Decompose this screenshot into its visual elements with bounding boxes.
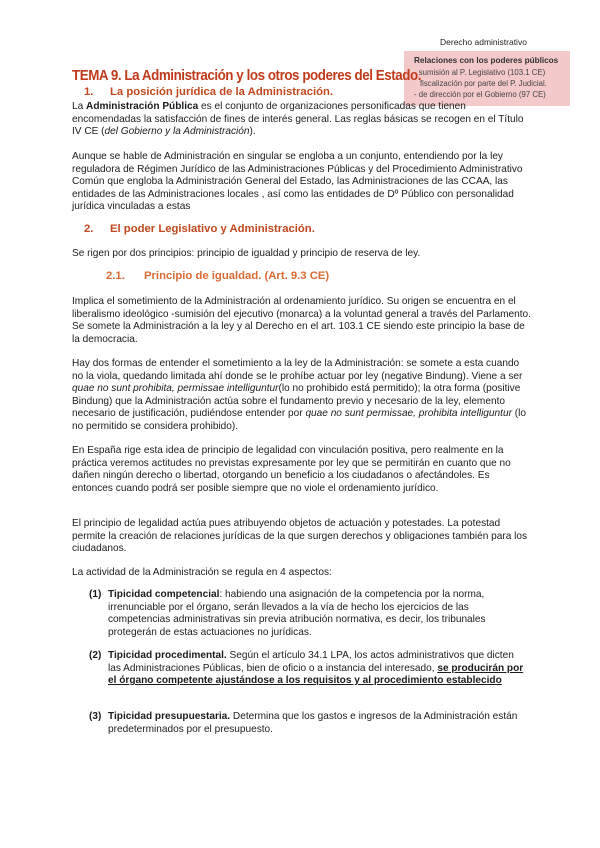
- list-item: (1) Tipicidad competencial: habiendo una asignación de la competencia por la norma, irrenunciable por el órgano, serán llevados a la vía de hecho los ejercicios de las competencias administrativas sin previa atribución normativa, es decir, los tribunales protegerán de estas actuaciones no jurídicas.: [89, 589, 486, 638]
- paragraph-spain: En España rige esta idea de principio de legalidad con vinculación positiva, pero realmente en la práctica veremos actitudes no previstas expresamente por ley que se permitirán en cuanto que no dañen ningún derecho o libertad, otorgando un beneficio a los ciudadanos o afectándoles. Es entonces cuando podrá ser posible siempre que no viole el ordenamiento jurídico.: [72, 445, 511, 494]
- page-header: Derecho administrativo: [440, 37, 527, 47]
- list-marker: (2): [89, 650, 102, 661]
- term-bold: Administración Pública: [86, 101, 199, 112]
- paragraph-aspects: La actividad de la Administración se regula en 4 aspectos:: [72, 567, 332, 578]
- paragraph-bindung: Hay dos formas de entender el sometimiento a la ley de la Administración: se somete a esta cuando no la viola, quedando limitada ahí donde se le prohíbe actuar por ley (negative Bindung). Viene a ser quae no sunt prohibita, permissae intelliguntur(lo no prohibido está permitido); la otra forma (positive Bindung) que la Administración actúa sobre el fundamento previo y necesario de la ley, elemento necesario de justificación, pudiéndose entender por quae no sunt permissae, prohibita intelliguntur (lo no permitido se considera prohibido).: [72, 358, 526, 432]
- sidenote-title: Relaciones con los poderes públicos: [414, 56, 559, 65]
- section-number: 2.1.: [106, 270, 125, 282]
- subsection-heading-2-1: [106, 270, 329, 282]
- sidenote-line: fiscalización por parte del P. Judicial.: [420, 79, 547, 88]
- list-item: (2) Tipicidad procedimental. Según el artículo 34.1 LPA, los actos administrativos que dicten las Administraciones Públicas, bien de oficio o a instancia del interesado, se producirán por el órgano competente ajustándose a los requisitos y al procedimiento establecido: [89, 650, 524, 687]
- paragraph-principles: Se rigen por dos principios: principio de igualdad y principio de reserva de ley.: [72, 248, 421, 259]
- list-marker: (3): [89, 711, 102, 722]
- section-heading-1: [84, 86, 333, 98]
- section-title: La posición jurídica de la Administración.: [110, 86, 334, 98]
- list-item: (3) Tipicidad presupuestaria. Determina que los gastos e ingresos de la Administración están predeterminados por el presupuesto.: [89, 711, 518, 735]
- sidenote-line: - sumisión al P. Legislativo (103.1 CE): [414, 68, 546, 77]
- sidenote-line: - de dirección por el Gobierno (97 CE): [414, 90, 546, 99]
- paragraph-legality: El principio de legalidad actúa pues atribuyendo objetos de actuación y potestades. La potestad permite la creación de relaciones jurídicas de la que surgen derechos y obligaciones también para los ciudadanos.: [72, 518, 528, 555]
- section-title: El poder Legislativo y Administración.: [110, 223, 315, 235]
- section-title: Principio de igualdad. (Art. 9.3 CE): [144, 270, 330, 282]
- page-title: TEMA 9. La Administración y los otros poderes del Estado.: [72, 67, 421, 84]
- section-heading-2: [84, 223, 315, 235]
- latin-phrase: quae no sunt permissae, prohibita intelliguntur: [305, 408, 512, 420]
- section-number: 2.: [84, 223, 94, 235]
- latin-phrase: quae no sunt prohibita, permissae intelliguntur: [72, 383, 279, 395]
- section-number: 1.: [84, 86, 94, 98]
- paragraph-submission: Implica el sometimiento de la Administración al ordenamiento jurídico. Su origen se encuentra en el liberalismo ideológico -sumisión del ejecutivo (monarca) a la voluntad general a través del Parlamento. Se somete la Administración a la ley y al Derecho en el art. 103.1 CE siendo este principio la base de la democracia.: [72, 296, 531, 345]
- title-ref: del Gobierno y la Administración: [104, 126, 250, 138]
- underlined-text: se producirán por el órgano competente ajustándose a los requisitos y al procedimiento establecido: [108, 662, 524, 687]
- sidenote: [404, 51, 570, 106]
- list-marker: (1): [89, 589, 102, 600]
- paragraph-definition: La Administración Pública es el conjunto de organizaciones personificadas que tienen encomendadas la satisfacción de fines de interés general. Las reglas básicas se recogen en el Título IV CE (del Gobierno y la Administración).: [72, 101, 524, 138]
- paragraph-scope: Aunque se hable de Administración en singular se engloba a un conjunto, entendiendo por la ley reguladora de Régimen Jurídico de las Administraciones Públicas y del Procedimiento Administrativo Común que engloba la Administración General del Estado, las Administraciones de las CCAA, las entidades de las Administraciones locales , así como las entidades de Dº Público con personalidad jurídica vinculadas a estas: [72, 151, 523, 213]
